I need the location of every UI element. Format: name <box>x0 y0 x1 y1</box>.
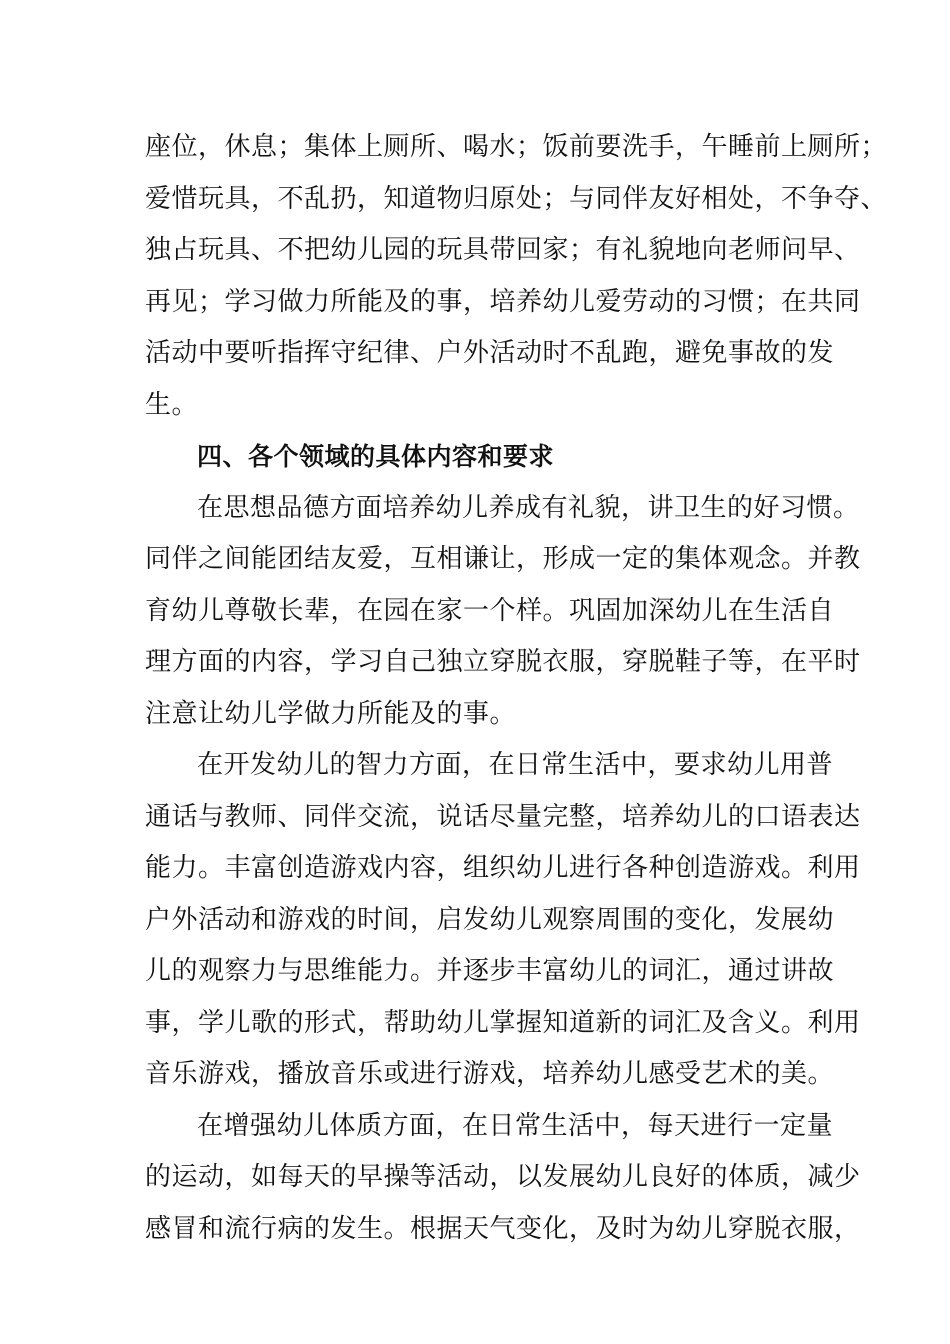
paragraph-physique <box>145 1101 861 1256</box>
text-line: 生。 <box>145 389 199 420</box>
text-line: 事，学儿歌的形式，帮助幼儿掌握知道新的词汇及含义。利用 <box>145 1007 861 1038</box>
text-line: 在增强幼儿体质方面，在日常生活中，每天进行一定量 <box>197 1110 834 1141</box>
document-page <box>145 122 888 1255</box>
section-heading: 四、各个领域的具体内容和要求 <box>197 442 555 471</box>
text-line: 育幼儿尊敬长辈，在园在家一个样。巩固加深幼儿在生活自 <box>145 595 835 626</box>
text-line: 在开发幼儿的智力方面，在日常生活中，要求幼儿用普 <box>197 750 834 780</box>
text-line: 再见；学习做力所能及的事，培养幼儿爱劳动的习惯；在共同 <box>145 286 861 317</box>
text-line: 活动中要听指挥守纪律、户外活动时不乱跑，避免事故的发 <box>145 338 835 368</box>
text-line: 爱惜玩具，不乱扔，知道物归原处；与同伴友好相处，不争夺、 <box>145 183 888 214</box>
text-line: 通话与教师、同伴交流，说话尽量完整，培养幼儿的口语表达 <box>145 801 861 832</box>
paragraph-moral <box>145 483 861 741</box>
text-line: 理方面的内容，学习自己独立穿脱衣服，穿脱鞋子等，在平时 <box>145 647 861 677</box>
text-line: 同伴之间能团结友爱，互相谦让，形成一定的集体观念。并教 <box>145 544 861 574</box>
text-line: 儿的观察力与思维能力。并逐步丰富幼儿的词汇，通过讲故 <box>145 956 835 986</box>
text-line: 能力。丰富创造游戏内容，组织幼儿进行各种创造游戏。利用 <box>145 853 861 883</box>
paragraph-continued <box>145 122 888 431</box>
text-line: 感冒和流行病的发生。根据天气变化，及时为幼儿穿脱衣服， <box>145 1213 861 1244</box>
paragraph-intellect <box>145 740 861 1101</box>
text-line: 的运动，如每天的早操等活动，以发展幼儿良好的体质，减少 <box>145 1162 861 1192</box>
text-line: 户外活动和游戏的时间，启发幼儿观察周围的变化，发展幼 <box>145 904 835 935</box>
text-line: 音乐游戏，播放音乐或进行游戏，培养幼儿感受艺术的美。 <box>145 1059 835 1089</box>
text-line: 在思想品德方面培养幼儿养成有礼貌，讲卫生的好习惯。 <box>197 492 860 523</box>
text-line: 注意让幼儿学做力所能及的事。 <box>145 698 517 729</box>
text-line: 独占玩具、不把幼儿园的玩具带回家；有礼貌地向老师问早、 <box>145 235 861 265</box>
text-line: 座位，休息；集体上厕所、喝水；饭前要洗手，午睡前上厕所； <box>145 132 888 162</box>
